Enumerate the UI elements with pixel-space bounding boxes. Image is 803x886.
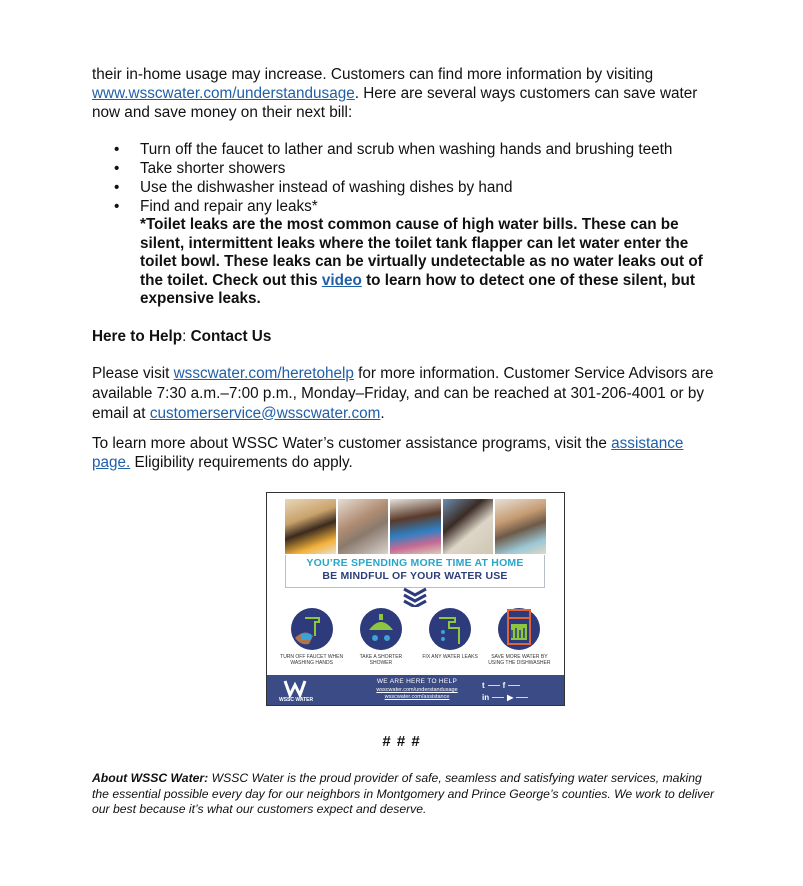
tip-icon-item [279, 608, 345, 666]
list-item [92, 159, 722, 178]
heading-part2: Contact Us [190, 327, 272, 345]
assistance-page-link[interactable]: assistance page. [92, 434, 684, 471]
wssc-logo-icon [277, 679, 317, 703]
here-to-help-link[interactable]: wsscwater.com/heretohelp [173, 364, 354, 382]
footer-usage-link[interactable]: wsscwater.com/understandusage [376, 687, 458, 693]
shower-icon [360, 608, 402, 650]
dishwasher-icon [498, 608, 540, 650]
note-text-cont: to learn how to detect one of these silent, but expensive leaks. [140, 271, 695, 307]
twitter-icon[interactable]: t [482, 680, 485, 690]
bullet-icon: • [114, 141, 120, 158]
tip-text: Find and repair any leaks* [140, 198, 318, 215]
understand-usage-link[interactable]: www.wsscwater.com/understandusage [92, 85, 355, 102]
tip-icon-item [486, 608, 552, 666]
tips-icon-row [277, 608, 554, 666]
facebook-icon[interactable]: f [502, 680, 506, 690]
intro-text: their in-home usage may increase. Customers can find more information by visiting [92, 66, 654, 83]
chevron-down-icon [402, 587, 428, 607]
tip-text: Turn off the faucet to lather and scrub when washing hands and brushing teeth [140, 141, 673, 158]
about-label: About WSSC Water: [92, 771, 209, 785]
bullet-icon: • [114, 179, 120, 196]
footer-links [347, 687, 490, 702]
facebook-handle [508, 685, 520, 686]
heading-colon: : [182, 327, 191, 345]
assistance-paragraph [92, 434, 722, 472]
heading-part1: Here to Help [92, 327, 183, 345]
photo-child-studying [285, 499, 336, 554]
about-text: WSSC Water is the proud provider of safe, seamless and satisfying water services, making the essential possible every day for our neighbors in Montgomery and Prince George’s counties. We work to deliver our best because it’s what our customers expect and deserve. [92, 771, 715, 817]
bullet-icon: • [114, 160, 120, 177]
video-link[interactable]: video [321, 271, 362, 289]
toilet-leak-note [92, 216, 722, 309]
water-use-infographic [266, 492, 565, 706]
faucet-hands-icon [291, 608, 333, 650]
list-item [92, 197, 722, 216]
banner-line2: BE MINDFUL OF YOUR WATER USE [322, 570, 508, 582]
tip-text: Use the dishwasher instead of washing dishes by hand [140, 179, 513, 196]
bullet-icon: • [114, 198, 120, 215]
leaking-faucet-icon [429, 608, 471, 650]
footer-assistance-link[interactable]: wsscwater.com/assistance [384, 694, 450, 700]
list-item [92, 178, 722, 197]
contact-paragraph [92, 364, 722, 424]
banner-line1: YOU’RE SPENDING MORE TIME AT HOME [306, 557, 524, 569]
logo-text: WSSC WATER [279, 697, 314, 703]
infographic-banner [285, 555, 545, 588]
tip-caption: SAVE MORE WATER BY USING THE DISHWASHER [488, 654, 551, 666]
document-body [92, 65, 722, 472]
note-text: *Toilet leaks are the most common cause of high water bills. These can be silent, intermittent leaks where the toilet tank flapper can let water enter the toilet bowl. These leaks can be virtually undetectable as no water leaks out of the toilet. Check out this [140, 216, 703, 289]
tip-caption: TURN OFF FAUCET WHEN WASHING HANDS [280, 654, 344, 666]
twitter-handle [488, 685, 500, 686]
youtube-icon[interactable]: ▶ [507, 692, 514, 702]
contact-heading [92, 327, 722, 346]
contact-text-end: . [380, 404, 385, 422]
email-link[interactable]: customerservice@wsscwater.com [149, 404, 381, 422]
assistance-text-end: Eligibility requirements do apply. [130, 453, 353, 471]
tip-caption: FIX ANY WATER LEAKS [422, 654, 478, 660]
linkedin-handle [492, 697, 504, 698]
about-paragraph [92, 771, 722, 818]
end-separator: # # # [382, 733, 421, 750]
tip-icon-item [417, 608, 483, 666]
list-item [92, 140, 722, 159]
photo-strip [285, 499, 546, 554]
photo-woman-laptop [338, 499, 389, 554]
contact-text-mid: for more information. Customer Service Advisors are available 7:30 a.m.–7:00 p.m., Monday–Friday, and can be reached at 301-206-4001 or by email at [92, 364, 714, 422]
water-saving-tips-list [92, 140, 722, 216]
intro-text-cont: . Here are several ways customers can save water now and save money on their next bill: [92, 85, 698, 121]
infographic-footer [267, 675, 564, 705]
tip-text: Take shorter showers [140, 160, 286, 177]
contact-text: Please visit [92, 364, 174, 382]
youtube-handle [516, 697, 528, 698]
photo-family-homework [390, 499, 441, 554]
intro-paragraph [92, 65, 722, 122]
tip-icon-item [348, 608, 414, 666]
footer-title: WE ARE HERE TO HELP [376, 678, 458, 685]
photo-boy-writing [443, 499, 494, 554]
tip-caption: TAKE A SHORTER SHOWER [359, 654, 403, 666]
assistance-text: To learn more about WSSC Water’s customer assistance programs, visit the [92, 434, 612, 452]
social-links [482, 679, 554, 703]
linkedin-icon[interactable]: in [482, 692, 490, 702]
photo-woman-desk [495, 499, 546, 554]
